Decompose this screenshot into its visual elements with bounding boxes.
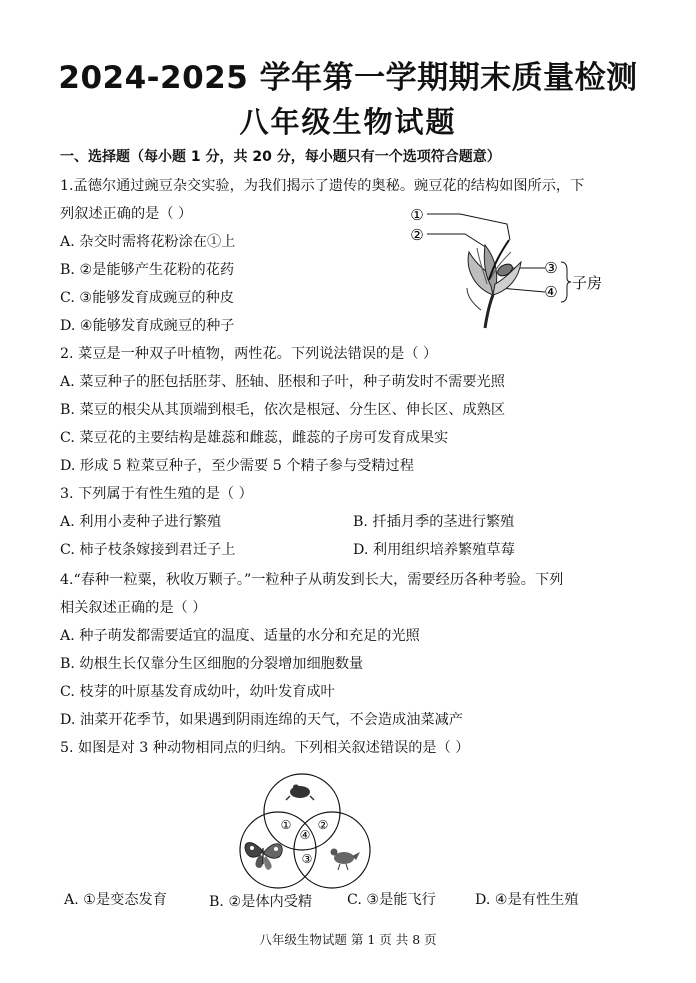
q5-option-d: D. ④是有性生殖 [475,892,579,908]
ovary-label: 子房 [571,274,603,292]
venn-region-4: ④ [299,828,311,842]
q4-option-c: C. 枝芽的叶原基发育成幼叶，幼叶发育成叶 [60,684,335,700]
q4-option-b: B. 幼根生长仅靠分生区细胞的分裂增加细胞数量 [60,656,364,672]
q1-option-b: B. ②是能够产生花粉的花药 [60,262,235,278]
q4-option-a: A. 种子萌发都需要适宜的温度、适量的水分和充足的光照 [60,628,420,644]
q4-stem-line2: 相关叙述正确的是（ ） [60,600,207,616]
q1-stem-line1: 1.孟德尔通过豌豆杂交实验，为我们揭示了遗传的奥秘。豌豆花的结构如图所示，下 [60,178,585,194]
q4-option-d: D. 油菜开花季节，如果遇到阴雨连绵的天气，不会造成油菜减产 [60,712,463,728]
butterfly-icon [245,843,282,870]
q5-option-a: A. ①是变态发育 [64,892,167,908]
q2-option-a: A. 菜豆种子的胚包括胚芽、胚轴、胚根和子叶，种子萌发时不需要光照 [60,374,505,390]
q1-option-c: C. ③能够发育成豌豆的种皮 [60,290,234,306]
q3-option-c: C. 柿子枝条嫁接到君迁子上 [60,542,236,558]
q5-option-b: B. ②是体内受精 [209,894,313,910]
pea-flower-figure [405,200,605,335]
pea-flower-drawing [467,240,521,328]
flower-label-2: ② [410,226,424,244]
flower-label-1: ① [410,206,424,224]
page-footer: 八年级生物试题 第 1 页 共 8 页 [259,932,437,947]
q3-option-d: D. 利用组织培养繁殖草莓 [353,542,515,558]
section-heading: 一、选择题（每小题 1 分，共 20 分，每小题只有一个选项符合题意） [60,149,501,165]
venn-region-1: ① [280,818,292,832]
q5-option-c: C. ③是能飞行 [347,892,436,908]
venn-diagram [232,772,392,890]
pigeon-icon [331,849,361,871]
venn-region-3: ③ [301,852,313,866]
q2-stem: 2. 菜豆是一种双子叶植物，两性花。下列说法错误的是（ ） [60,346,438,362]
q3-stem: 3. 下列属于有性生殖的是（ ） [60,486,253,502]
q1-option-d: D. ④能够发育成豌豆的种子 [60,318,235,334]
q4-stem-line1: 4.“春种一粒粟，秋收万颗子。”一粒种子从萌发到长大，需要经历各种考验。下列 [60,572,564,588]
venn-region-2: ② [317,818,329,832]
exam-title: 2024-2025 学年第一学期期末质量检测 [58,60,638,96]
q2-option-c: C. 菜豆花的主要结构是雄蕊和雌蕊，雌蕊的子房可发育成果实 [60,430,449,446]
exam-subtitle: 八年级生物试题 [239,105,457,139]
q1-option-a: A. 杂交时需将花粉涂在①上 [60,234,236,250]
flower-label-3: ③ [544,259,558,277]
q3-option-a: A. 利用小麦种子进行繁殖 [60,514,222,530]
q2-option-b: B. 菜豆的根尖从其顶端到根毛，依次是根冠、分生区、伸长区、成熟区 [60,402,506,418]
q3-option-b: B. 扦插月季的茎进行繁殖 [353,514,515,530]
q1-stem-line2: 列叙述正确的是（ ） [60,206,193,222]
q2-option-d: D. 形成 5 粒菜豆种子，至少需要 5 个精子参与受精过程 [60,458,414,474]
flower-label-4: ④ [544,283,558,301]
q5-stem: 5. 如图是对 3 种动物相同点的归纳。下列相关叙述错误的是（ ） [60,740,470,756]
frog-icon [286,785,314,801]
